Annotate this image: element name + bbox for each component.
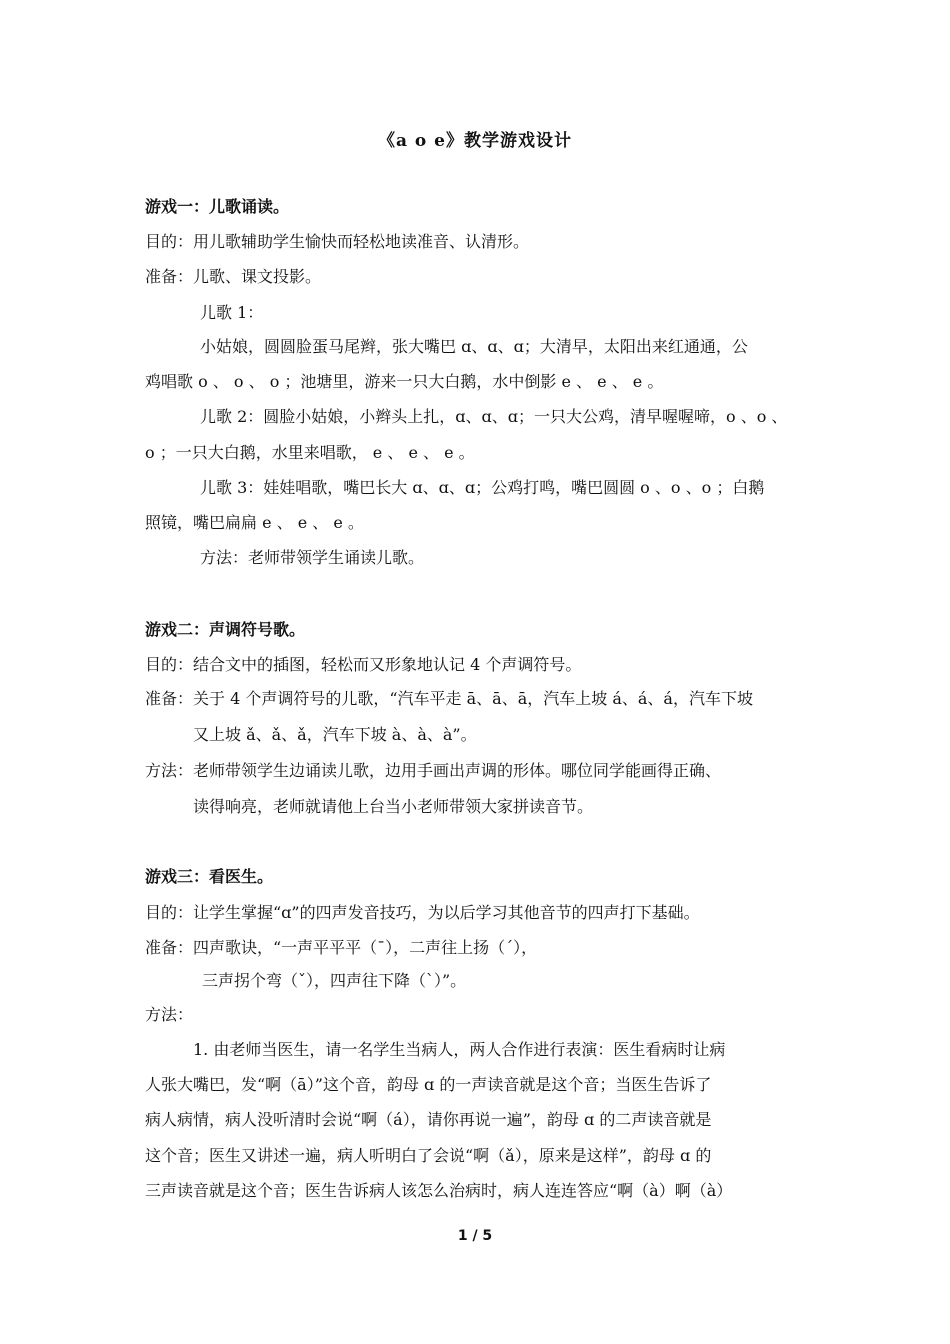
game3-goal: 目的：让学生掌握“ɑ”的四声发音技巧，为以后学习其他音节的四声打下基础。: [145, 903, 700, 922]
game3-step1-line5: 三声读音就是这个音；医生告诉病人该怎么治病时，病人连连答应“啊（à）啊（à）: [145, 1181, 733, 1200]
game1-prep: 准备：儿歌、课文投影。: [145, 267, 322, 286]
game1-method: 方法：老师带领学生诵读儿歌。: [200, 548, 425, 567]
game2-prep-line2: 又上坡 ǎ、ǎ、ǎ，汽车下坡 à、à、à”。: [193, 725, 477, 744]
game3-method-label: 方法：: [145, 1005, 194, 1024]
game3-prep-line1: 准备：四声歌诀，“一声平平平（ˉ），二声往上扬（ˊ），: [145, 938, 538, 957]
game1-goal: 目的：用儿歌辅助学生愉快而轻松地读准音、认清形。: [145, 232, 530, 251]
game1-song2-line2: o ；一只大白鹅，水里来唱歌， e 、 e 、 e 。: [145, 443, 475, 462]
game1-song1-line1: 小姑娘，圆圆脸蛋马尾辫，张大嘴巴 ɑ、ɑ、ɑ；大清早，太阳出来红通通，公: [200, 337, 748, 356]
game1-song3-line1: 儿歌 3：娃娃唱歌，嘴巴长大 ɑ、ɑ、ɑ；公鸡打鸣，嘴巴圆圆 o 、o 、o ；白鹅: [200, 478, 765, 497]
document-title: 《a o e》教学游戏设计: [377, 131, 572, 151]
game1-song2-line1: 儿歌 2：圆脸小姑娘，小辫头上扎，ɑ、ɑ、ɑ；一只大公鸡，清早喔喔啼，o 、o 、: [200, 407, 788, 426]
game1-song3-line2: 照镜，嘴巴扁扁 e 、 e 、 e 。: [145, 513, 364, 532]
game2-goal: 目的：结合文中的插图，轻松而又形象地认记 4 个声调符号。: [145, 655, 582, 674]
game2-method-line2: 读得响亮，老师就请他上台当小老师带领大家拼读音节。: [193, 797, 594, 816]
page-number: 1 / 5: [457, 1228, 493, 1244]
game2-prep-line1: 准备：关于 4 个声调符号的儿歌，“汽车平走 ā、ā、ā，汽车上坡 á、á、á，汽车下坡: [145, 689, 753, 708]
game3-step1-line1: 1. 由老师当医生，请一名学生当病人，两人合作进行表演：医生看病时让病: [193, 1040, 726, 1059]
game2-heading: 游戏二：声调符号歌。: [145, 620, 306, 639]
game3-step1-line3: 病人病情，病人没听清时会说“啊（á），请你再说一遍”，韵母 ɑ 的二声读音就是: [145, 1110, 712, 1129]
game1-song1-line2: 鸡唱歌 o 、 o 、 o ；池塘里，游来一只大白鹅，水中倒影 e 、 e 、 e 。: [145, 372, 664, 391]
game3-step1-line2: 人张大嘴巴，发“啊（ā）”这个音，韵母 ɑ 的一声读音就是这个音；当医生告诉了: [145, 1075, 712, 1094]
game3-heading: 游戏三：看医生。: [145, 867, 274, 886]
game1-song1-label: 儿歌 1：: [200, 303, 264, 322]
game2-method-line1: 方法：老师带领学生边诵读儿歌，边用手画出声调的形体。哪位同学能画得正确、: [145, 761, 722, 780]
game3-prep-line2: 三声拐个弯（ˇ），四声往下降（ˋ）”。: [202, 971, 467, 990]
game3-step1-line4: 这个音；医生又讲述一遍，病人听明白了会说“啊（ǎ），原来是这样”，韵母 ɑ 的: [145, 1146, 712, 1165]
game1-heading: 游戏一：儿歌诵读。: [145, 197, 290, 216]
